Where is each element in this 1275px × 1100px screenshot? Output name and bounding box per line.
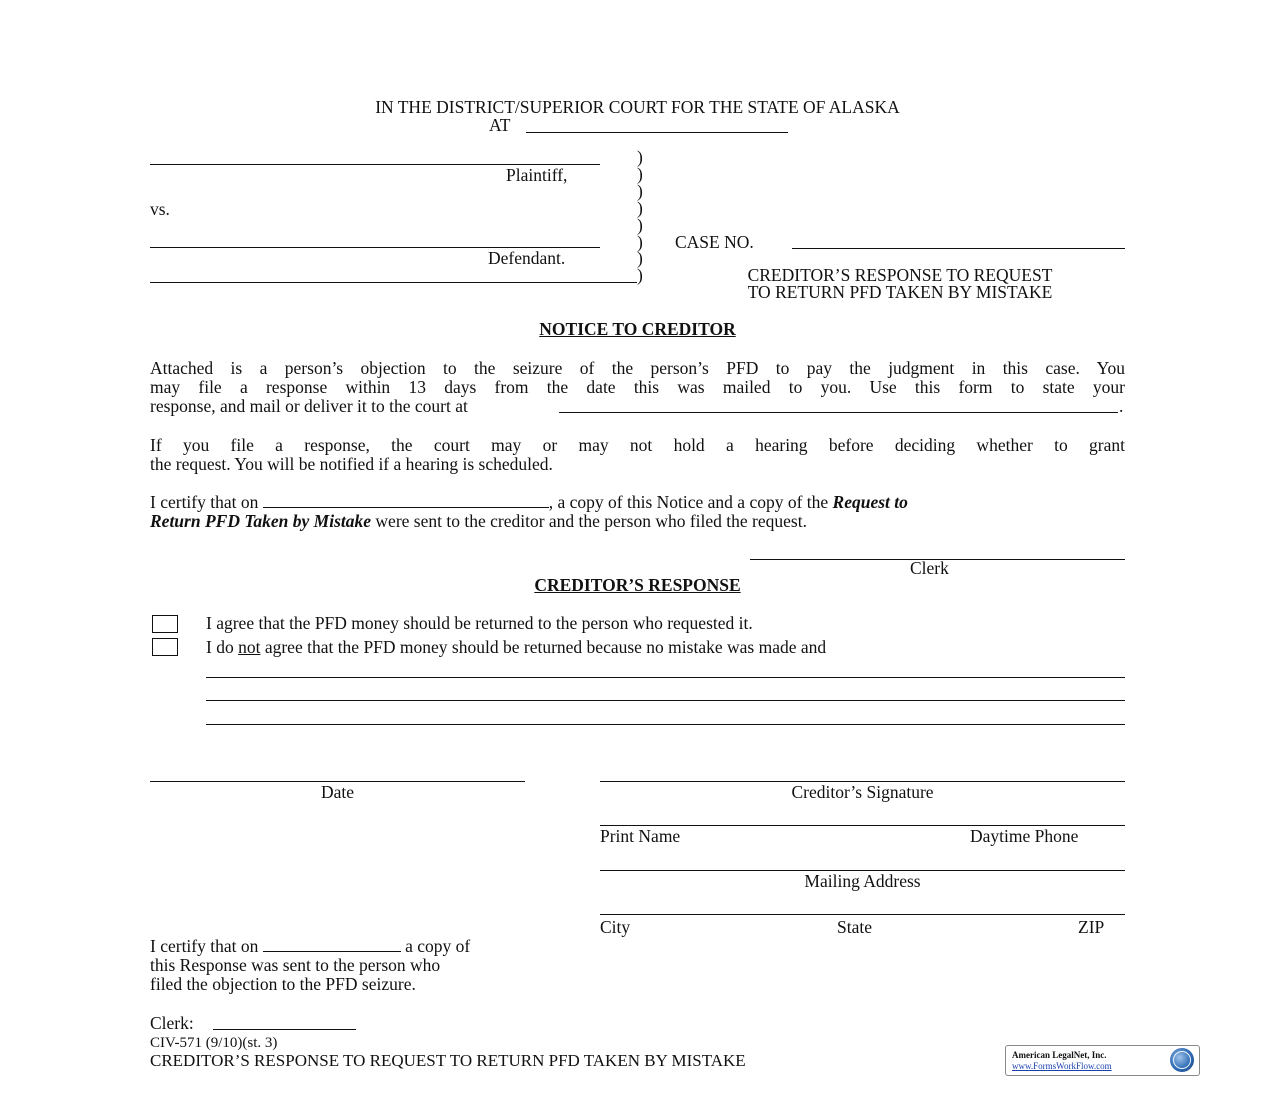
response-cert-line3: filed the objection to the PFD seizure. <box>150 974 416 994</box>
notice-paragraph-line1: Attached is a person’s objection to the seizure of the person’s PFD to pay the judgment in this case. You <box>150 358 1125 378</box>
paren: ) <box>637 181 643 201</box>
reason-line[interactable] <box>206 677 1125 678</box>
reason-line[interactable] <box>206 700 1125 701</box>
agree-checkbox[interactable] <box>152 615 178 633</box>
disagree-prefix: I do <box>206 637 234 657</box>
response-clerk-label: Clerk: <box>150 1013 194 1033</box>
cert-mid: , a copy of this Notice and a copy of the <box>548 492 829 512</box>
disagree-checkbox[interactable] <box>152 638 178 656</box>
court-address-line[interactable] <box>559 412 1118 413</box>
notice-period: . <box>1119 396 1124 416</box>
logo-url[interactable]: www.FormsWorkFlow.com <box>1012 1061 1112 1071</box>
date-label: Date <box>320 782 355 802</box>
agree-label: I agree that the PFD money should be returned to the person who requested it. <box>206 613 753 633</box>
daytime-phone-label: Daytime Phone <box>970 826 1079 846</box>
notice-paragraph-line2: may file a response within 13 days from the date this was mailed to you. Use this form to state your <box>150 377 1125 397</box>
plaintiff-label: Plaintiff, <box>506 165 568 185</box>
form-title-line2: TO RETURN PFD TAKEN BY MISTAKE <box>747 282 1053 302</box>
response-cert-line2: this Response was sent to the person who <box>150 955 441 975</box>
paren: ) <box>637 265 643 285</box>
hearing-paragraph-line1: If you file a response, the court may or may not hold a hearing before deciding whether to grant <box>150 435 1125 455</box>
paren: ) <box>637 164 643 184</box>
clerk-certification-line1 <box>150 492 908 513</box>
form-title-line1: CREDITOR’S RESPONSE TO REQUEST <box>747 265 1053 285</box>
cert-date-line[interactable] <box>263 493 549 508</box>
case-number-label: CASE NO. <box>675 232 754 252</box>
american-legalnet-logo[interactable] <box>1005 1045 1200 1076</box>
notice-paragraph-line3: response, and mail or deliver it to the court at <box>150 396 468 416</box>
mailing-address-label: Mailing Address <box>804 871 921 891</box>
print-name-label: Print Name <box>600 826 681 846</box>
notice-heading: NOTICE TO CREDITOR <box>539 319 736 339</box>
response-cert-end: a copy of <box>405 936 471 956</box>
court-heading: IN THE DISTRICT/SUPERIOR COURT FOR THE STATE OF ALASKA <box>375 97 900 117</box>
city-state-zip-line[interactable] <box>600 914 1125 915</box>
globe-icon <box>1170 1048 1194 1072</box>
response-cert-line1 <box>150 936 470 957</box>
disagree-label <box>206 637 826 658</box>
response-cert-start: I certify that on <box>150 936 259 956</box>
zip-label: ZIP <box>1078 917 1105 937</box>
response-clerk-line[interactable] <box>213 1029 356 1030</box>
paren: ) <box>637 198 643 218</box>
state-label: State <box>837 917 872 937</box>
cert-italic-2: Return PFD Taken by Mistake <box>150 511 372 531</box>
logo-company: American LegalNet, Inc. <box>1012 1050 1107 1060</box>
cert-italic-1: Request to <box>832 492 908 512</box>
response-cert-date-line[interactable] <box>263 937 401 952</box>
creditor-signature-label: Creditor’s Signature <box>791 782 934 802</box>
caption-bottom-line <box>150 282 637 283</box>
paren: ) <box>637 232 643 252</box>
cert-end: were sent to the creditor and the person who filed the request. <box>375 511 807 531</box>
form-number: CIV-571 (9/10)(st. 3) <box>150 1035 278 1051</box>
court-location-label: AT <box>489 115 511 135</box>
clerk-label: Clerk <box>910 558 949 578</box>
city-label: City <box>600 917 631 937</box>
court-location-line[interactable] <box>526 132 788 133</box>
paren: ) <box>637 215 643 235</box>
cert-start: I certify that on <box>150 492 259 512</box>
hearing-paragraph-line2: the request. You will be notified if a hearing is scheduled. <box>150 454 553 474</box>
footer-form-title: CREDITOR’S RESPONSE TO REQUEST TO RETURN PFD TAKEN BY MISTAKE <box>150 1051 746 1070</box>
clerk-certification-line2 <box>150 511 807 532</box>
disagree-not: not <box>238 637 261 657</box>
paren: ) <box>637 248 643 268</box>
versus-label: vs. <box>150 199 170 219</box>
disagree-suffix: agree that the PFD money should be returned because no mistake was made and <box>264 637 827 657</box>
reason-line[interactable] <box>206 724 1125 725</box>
case-number-line[interactable] <box>792 248 1125 249</box>
paren: ) <box>637 147 643 167</box>
creditor-response-heading: CREDITOR’S RESPONSE <box>534 575 741 595</box>
defendant-label: Defendant. <box>488 248 566 268</box>
